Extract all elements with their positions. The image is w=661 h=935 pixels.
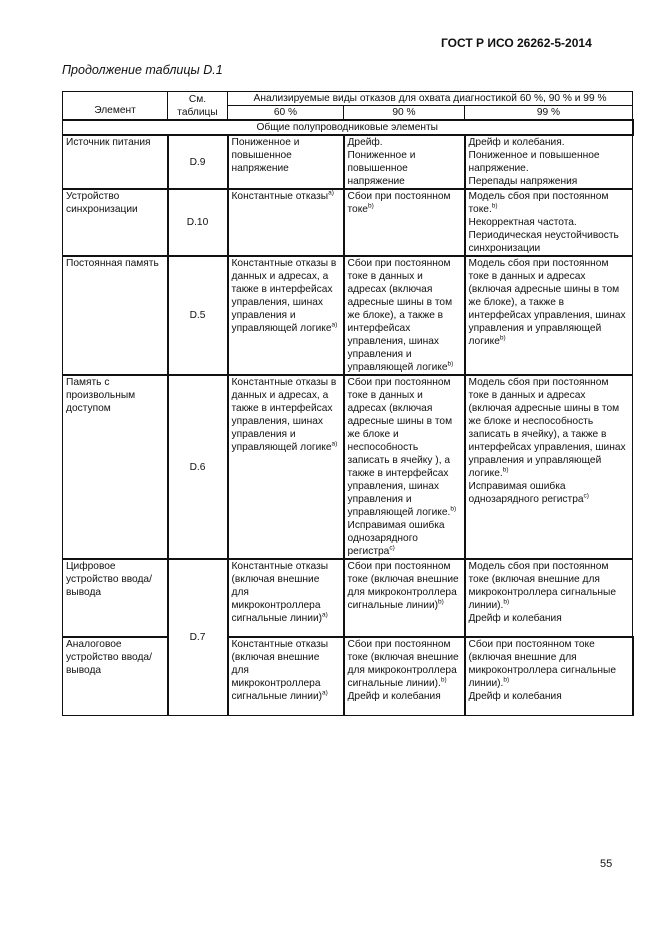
header-99: 99 %	[465, 106, 633, 121]
table-row	[63, 637, 633, 715]
cell-90: Сбои при постоянном токе в данных и адресах (включая адресные шины в том же блоке), а также в интерфейсах управления, шинах управления и управляющей логике$^{b)}$	[344, 256, 465, 375]
cell-90: Сбои при постоянном токе в данных и адресах (включая адресные шины в том же блоке и неспособность записать в ячейку ), а также в интерфейсах управления, шинах управления и управляющей логике.$^{b)}$ Исправимая ошибка однозарядного регистра$^{c)}$	[344, 375, 465, 559]
table-row	[63, 256, 633, 375]
row-element: Аналоговое устройство ввода/вывода	[63, 637, 168, 715]
page-number: 55	[600, 858, 613, 870]
cell-90: Сбои при постоянном токе (включая внешние для микроконтроллера сигнальные линии).$^{b)}$ Дрейф и колебания	[344, 637, 465, 715]
standard-designation: ГОСТ Р ИСО 26262-5-2014	[441, 36, 592, 50]
row-element: Устройство синхронизации	[63, 189, 168, 256]
cell-99: Модель сбоя при постоянном токе.$^{b)}$ Некорректная частота. Периодическая неустойчивость синхронизации	[465, 189, 633, 256]
row-element: Источник питания	[63, 135, 168, 189]
table-row	[63, 189, 633, 256]
cell-99: Модель сбоя при постоянном токе в данных и адресах (включая адресные шины в том же блоке и неспособность записать в ячейку), а также в интерфейсах управления, шинах управления и управляющей логике.$^{b)}$ Исправимая ошибка однозарядного регистра$^{c)}$	[465, 375, 633, 559]
cell-99: Сбои при постоянном токе (включая внешние для микроконтроллера сигнальные линии).$^{b)}$ Дрейф и колебания	[465, 637, 633, 715]
row-element: Память с произвольным доступом	[63, 375, 168, 559]
header-ref: См. таблицы	[168, 92, 228, 121]
row-element: Постоянная память	[63, 256, 168, 375]
header-element: Элемент	[63, 92, 168, 121]
row-ref: D.9	[168, 135, 228, 189]
section-heading: Общие полупроводниковые элементы	[63, 120, 633, 135]
cell-60: Константные отказы (включая внешние для микроконтроллера сигнальные линии)$^{a)}$	[228, 559, 344, 637]
cell-60: Константные отказы в данных и адресах, а также в интерфейсах управления, шинах управления и управляющей логике$^{a)}$	[228, 256, 344, 375]
header-90: 90 %	[344, 106, 465, 121]
row-ref: D.6	[168, 375, 228, 559]
header-group: Анализируемые виды отказов для охвата диагностикой 60 %, 90 % и 99 %	[228, 92, 633, 106]
cell-99: Модель сбоя при постоянном токе в данных и адресах (включая адресные шины в том же блоке), а также в интерфейсах управления, шинах управления и управляющей логике$^{b)}$	[465, 256, 633, 375]
failure-modes-table	[62, 91, 634, 716]
row-ref: D.7	[168, 559, 228, 715]
row-ref: D.5	[168, 256, 228, 375]
cell-90: Дрейф. Пониженное и повышенное напряжение	[344, 135, 465, 189]
cell-60: Константные отказы$^{a)}$	[228, 189, 344, 256]
row-ref: D.10	[168, 189, 228, 256]
row-element: Цифровое устройство ввода/вывода	[63, 559, 168, 637]
cell-60: Константные отказы (включая внешние для микроконтроллера сигнальные линии)$^{a)}$	[228, 637, 344, 715]
cell-60: Константные отказы в данных и адресах, а также в интерфейсах управления, шинах управления и управляющей логике$^{a)}$	[228, 375, 344, 559]
table-caption: Продолжение таблицы D.1	[62, 63, 223, 77]
cell-90: Сбои при постоянном токе (включая внешние для микроконтроллера сигнальные линии)$^{b)}$	[344, 559, 465, 637]
cell-99: Дрейф и колебания. Пониженное и повышенное напряжение. Перепады напряжения	[465, 135, 633, 189]
cell-90: Сбои при постоянном токе$^{b)}$	[344, 189, 465, 256]
table-row	[63, 375, 633, 559]
table-row	[63, 135, 633, 189]
header-60: 60 %	[228, 106, 344, 121]
cell-99: Модель сбоя при постоянном токе (включая внешние для микроконтроллера сигнальные линии).$^{b)}$ Дрейф и колебания	[465, 559, 633, 637]
table-row	[63, 559, 633, 637]
cell-60: Пониженное и повышенное напряжение	[228, 135, 344, 189]
